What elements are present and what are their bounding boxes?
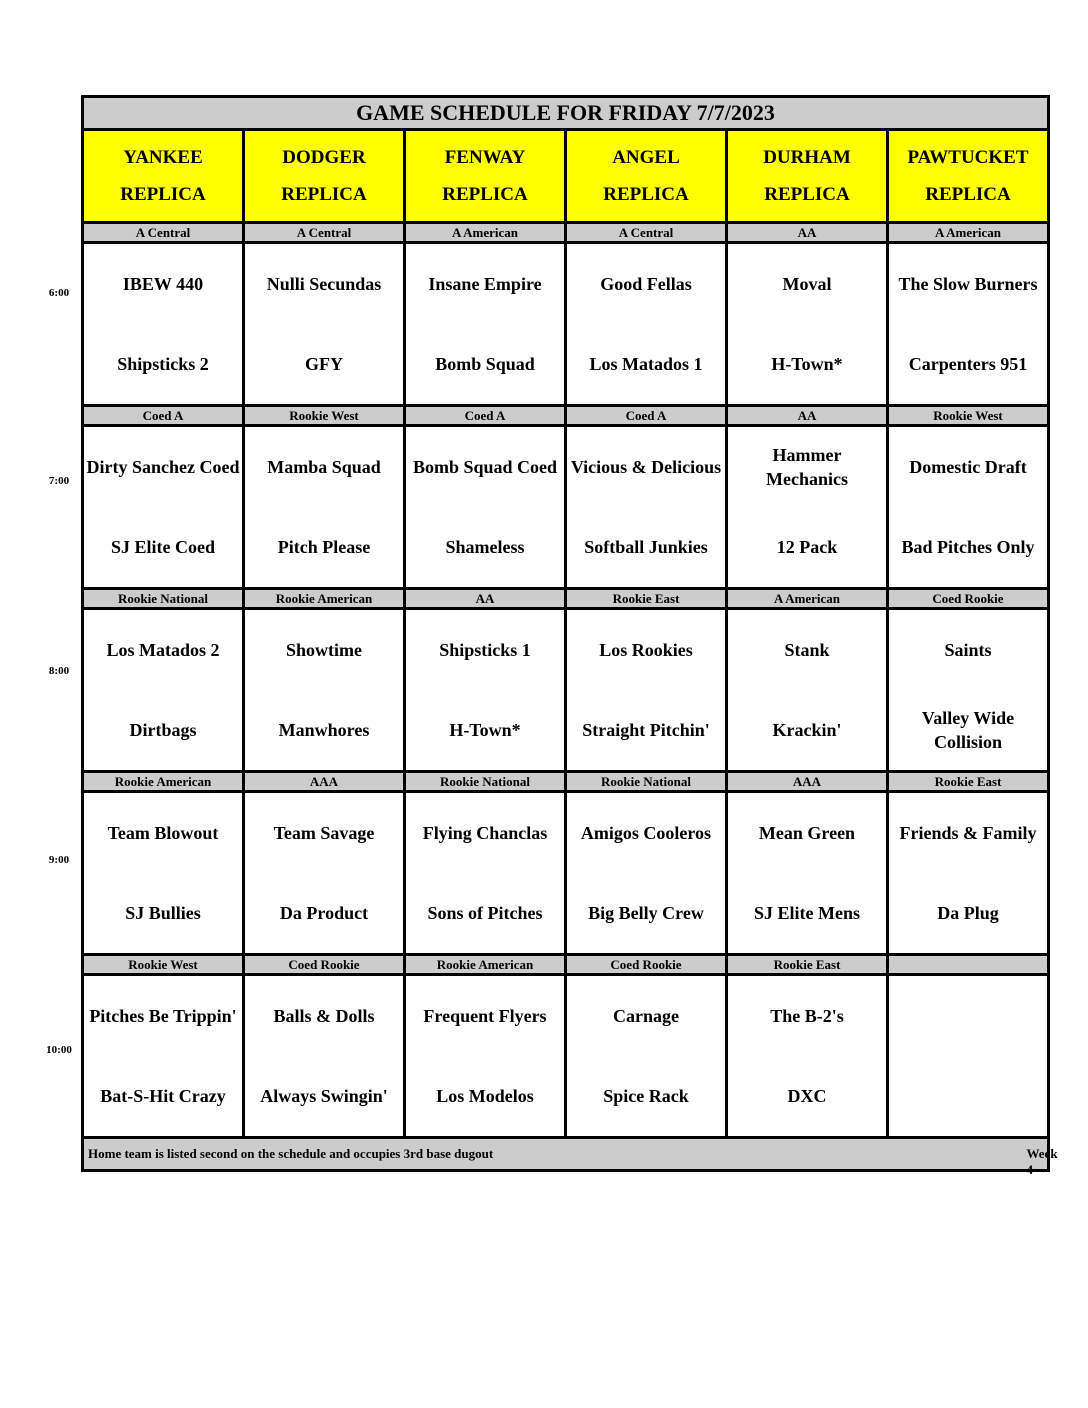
division-label: A American xyxy=(727,589,888,609)
field-header xyxy=(888,130,1049,223)
home-team: SJ Elite Mens xyxy=(754,903,860,923)
home-team: Bomb Squad xyxy=(435,354,535,374)
field-header xyxy=(244,130,405,223)
division-label: Rookie American xyxy=(405,955,566,975)
schedule-title: GAME SCHEDULE FOR FRIDAY 7/7/2023 xyxy=(83,97,1049,130)
away-team: Hammer Mechanics xyxy=(766,445,848,489)
division-label xyxy=(888,955,1049,975)
home-team: Straight Pitchin' xyxy=(582,720,710,740)
schedule-body xyxy=(83,97,1058,1177)
away-team: Dirty Sanchez Coed xyxy=(86,457,240,477)
field-subtitle: REPLICA xyxy=(120,184,206,205)
game-cell xyxy=(405,792,566,955)
game-cell xyxy=(888,243,1049,406)
game-cell xyxy=(83,609,244,772)
home-team: Softball Junkies xyxy=(584,537,708,557)
game-row xyxy=(83,426,1049,589)
away-team: Domestic Draft xyxy=(909,457,1027,477)
home-team: Manwhores xyxy=(278,720,370,740)
game-cell xyxy=(244,426,405,589)
field-header xyxy=(83,130,244,223)
division-label: Rookie National xyxy=(405,772,566,792)
week-label: Week 4 xyxy=(1026,1146,1058,1177)
home-team: Sons of Pitches xyxy=(427,903,543,923)
home-team: Dirtbags xyxy=(129,720,197,740)
field-name: DURHAM xyxy=(763,147,851,168)
home-team: DXC xyxy=(787,1086,827,1106)
away-team: Nulli Secundas xyxy=(266,274,382,294)
fields-row xyxy=(83,130,1049,223)
game-cell xyxy=(888,792,1049,955)
game-cell xyxy=(244,609,405,772)
game-cell xyxy=(566,243,727,406)
division-label: Rookie American xyxy=(244,589,405,609)
field-subtitle: REPLICA xyxy=(281,184,367,205)
field-header xyxy=(727,130,888,223)
field-name: PAWTUCKET xyxy=(907,147,1029,168)
division-label: AA xyxy=(727,406,888,426)
field-subtitle: REPLICA xyxy=(442,184,528,205)
away-team: Saints xyxy=(944,640,992,660)
game-cell xyxy=(888,975,1049,1138)
game-cell xyxy=(405,609,566,772)
home-team: Los Modelos xyxy=(436,1086,534,1106)
field-header xyxy=(405,130,566,223)
home-team: 12 Pack xyxy=(776,537,838,557)
home-team: H-Town* xyxy=(771,354,843,374)
footer-cell xyxy=(83,1138,1058,1177)
division-row xyxy=(83,772,1049,792)
home-team: Always Swingin' xyxy=(260,1086,388,1106)
away-team: IBEW 440 xyxy=(122,274,204,294)
away-team: Friends & Family xyxy=(899,823,1037,843)
home-team: Carpenters 951 xyxy=(908,354,1028,374)
game-cell xyxy=(405,426,566,589)
division-row xyxy=(83,955,1049,975)
division-label: Coed Rookie xyxy=(888,589,1049,609)
time-slot-label: 8:00 xyxy=(48,665,70,677)
field-subtitle: REPLICA xyxy=(925,184,1011,205)
home-team: Big Belly Crew xyxy=(588,903,704,923)
schedule-table xyxy=(81,95,1058,1177)
away-team: Stank xyxy=(784,640,830,660)
game-cell xyxy=(566,792,727,955)
away-team: Flying Chanclas xyxy=(422,823,548,843)
division-label: A American xyxy=(405,223,566,243)
home-team: Shameless xyxy=(445,537,525,557)
division-label: Rookie East xyxy=(727,955,888,975)
game-cell xyxy=(566,426,727,589)
home-team: SJ Bullies xyxy=(125,903,201,923)
division-label: Rookie National xyxy=(566,772,727,792)
away-team: Moval xyxy=(782,274,832,294)
away-team: Amigos Cooleros xyxy=(580,823,712,843)
away-team: Team Savage xyxy=(273,823,375,843)
division-label: Rookie National xyxy=(83,589,244,609)
game-cell xyxy=(727,792,888,955)
division-label: Coed Rookie xyxy=(244,955,405,975)
game-cell xyxy=(244,792,405,955)
away-team: Frequent Flyers xyxy=(423,1006,547,1026)
home-team: SJ Elite Coed xyxy=(110,537,215,557)
away-team: Showtime xyxy=(286,640,362,660)
division-label: A Central xyxy=(566,223,727,243)
away-team: Balls & Dolls xyxy=(273,1006,375,1026)
game-cell xyxy=(244,243,405,406)
footer-note: Home team is listed second on the schedule and occupies 3rd base dugout xyxy=(88,1146,494,1161)
game-cell xyxy=(83,243,244,406)
division-row xyxy=(83,589,1049,609)
home-team: Valley Wide Collision xyxy=(921,708,1015,752)
game-cell xyxy=(405,243,566,406)
game-cell xyxy=(244,975,405,1138)
away-team: Pitches Be Trippin' xyxy=(89,1006,237,1026)
home-team xyxy=(889,1056,1047,1136)
away-team xyxy=(889,976,1047,1056)
game-cell xyxy=(83,426,244,589)
home-team: GFY xyxy=(305,354,343,374)
home-team: Da Product xyxy=(279,903,369,923)
division-label: Coed A xyxy=(566,406,727,426)
game-cell xyxy=(727,426,888,589)
away-team: Team Blowout xyxy=(107,823,219,843)
field-name: FENWAY xyxy=(444,147,526,168)
away-team: Good Fellas xyxy=(600,274,692,294)
division-label: A Central xyxy=(83,223,244,243)
field-subtitle: REPLICA xyxy=(603,184,689,205)
game-cell xyxy=(83,792,244,955)
home-team: Los Matados 1 xyxy=(589,354,703,374)
game-row xyxy=(83,975,1049,1138)
division-label: Rookie West xyxy=(888,406,1049,426)
game-cell xyxy=(888,426,1049,589)
home-team: Shipsticks 2 xyxy=(117,354,209,374)
game-cell xyxy=(727,243,888,406)
away-team: Insane Empire xyxy=(428,274,542,294)
away-team: Vicious & Delicious xyxy=(570,457,722,477)
division-label: A Central xyxy=(244,223,405,243)
home-team: Krackin' xyxy=(772,720,842,740)
home-team: Bat-S-Hit Crazy xyxy=(100,1086,226,1106)
game-cell xyxy=(566,609,727,772)
division-label: Coed Rookie xyxy=(566,955,727,975)
division-label: Rookie East xyxy=(566,589,727,609)
division-label: AAA xyxy=(244,772,405,792)
division-row xyxy=(83,223,1049,243)
game-cell xyxy=(888,609,1049,772)
division-label: Rookie West xyxy=(244,406,405,426)
home-team: Pitch Please xyxy=(277,537,371,557)
time-slot-label: 7:00 xyxy=(48,475,70,487)
field-subtitle: REPLICA xyxy=(764,184,850,205)
away-team: Carnage xyxy=(613,1006,679,1026)
footer-row xyxy=(83,1138,1049,1171)
home-team: Bad Pitches Only xyxy=(901,537,1035,557)
game-cell xyxy=(405,975,566,1138)
away-team: The Slow Burners xyxy=(898,274,1038,294)
division-label: AA xyxy=(727,223,888,243)
time-slot-label: 9:00 xyxy=(48,854,70,866)
division-label: A American xyxy=(888,223,1049,243)
away-team: Mamba Squad xyxy=(267,457,381,477)
division-label: AA xyxy=(405,589,566,609)
away-team: Los Matados 2 xyxy=(106,640,220,660)
division-label: Coed A xyxy=(405,406,566,426)
division-label: Coed A xyxy=(83,406,244,426)
division-label: Rookie American xyxy=(83,772,244,792)
game-row xyxy=(83,609,1049,772)
game-cell xyxy=(83,975,244,1138)
away-team: Shipsticks 1 xyxy=(439,640,531,660)
title-row xyxy=(83,97,1049,130)
game-cell xyxy=(727,975,888,1138)
home-team: H-Town* xyxy=(449,720,521,740)
time-slot-label: 10:00 xyxy=(46,1044,72,1056)
division-label: AAA xyxy=(727,772,888,792)
home-team: Da Plug xyxy=(937,903,999,923)
division-row xyxy=(83,406,1049,426)
away-team: The B-2's xyxy=(770,1006,844,1026)
away-team: Los Rookies xyxy=(599,640,693,660)
away-team: Bomb Squad Coed xyxy=(412,457,558,477)
field-name: DODGER xyxy=(282,147,366,168)
away-team: Mean Green xyxy=(758,823,856,843)
game-row xyxy=(83,243,1049,406)
field-name: ANGEL xyxy=(612,147,680,168)
field-header xyxy=(566,130,727,223)
game-cell xyxy=(727,609,888,772)
division-label: Rookie East xyxy=(888,772,1049,792)
field-name: YANKEE xyxy=(123,147,203,168)
division-label: Rookie West xyxy=(83,955,244,975)
game-row xyxy=(83,792,1049,955)
time-slot-label: 6:00 xyxy=(48,287,70,299)
home-team: Spice Rack xyxy=(603,1086,689,1106)
game-cell xyxy=(566,975,727,1138)
